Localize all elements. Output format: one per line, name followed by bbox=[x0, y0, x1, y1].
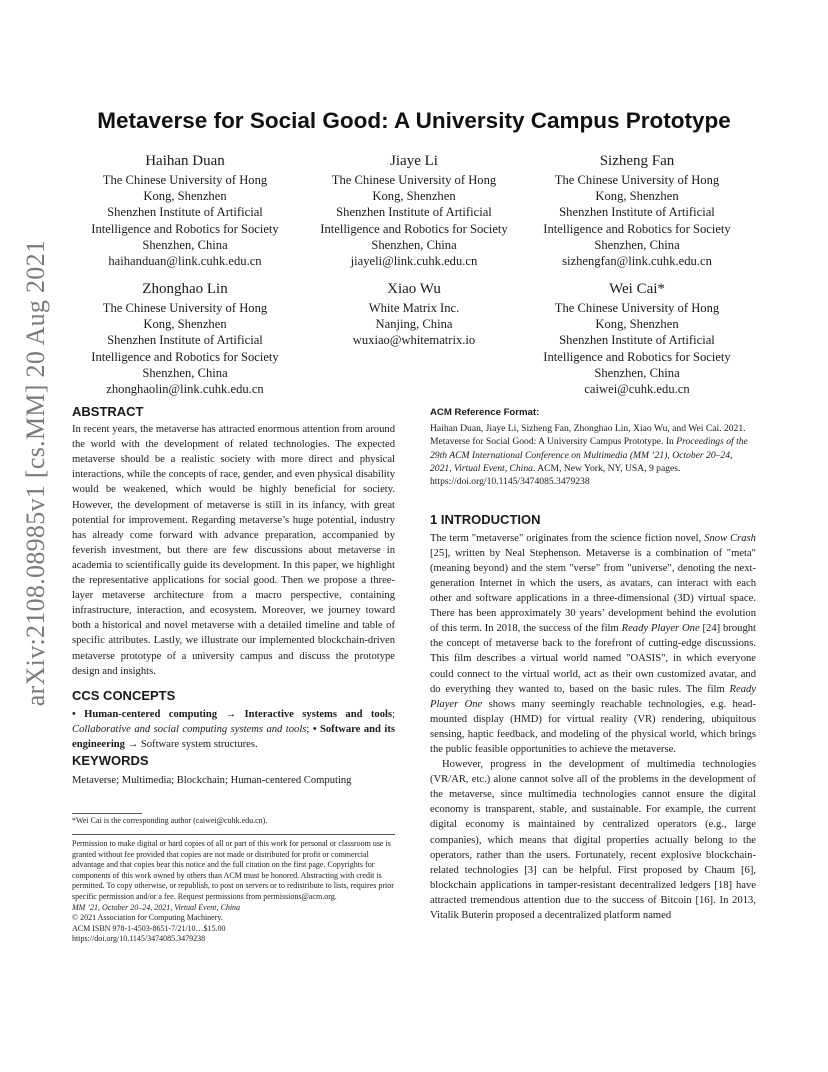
author-affiliation-line: Kong, Shenzhen bbox=[143, 189, 227, 204]
keywords-heading: KEYWORDS bbox=[72, 753, 149, 769]
author-affiliation-line: The Chinese University of Hong bbox=[331, 173, 497, 187]
ccs-heading: CCS CONCEPTS bbox=[72, 687, 176, 703]
author-block bbox=[527, 151, 747, 269]
author-email[interactable]: caiwei@cuhk.edu.cn bbox=[584, 382, 690, 397]
permission-text: Permission to make digital or hard copies of all or part of this work for personal or classroom use is granted without fee provided that copies are not made or distributed for profit or commercial advantage and that copies bear this notice and the full citation on the first page. Copyrights for components of this work owned by others than ACM must be honored. Abstracting with credit is permitted. To copy otherwise, or republish, to post on servers or to redistribute to lists, requires prior specific permission and/or a fee. Request permissions from permissions@acm.org. bbox=[72, 839, 394, 901]
author-affiliation-line: Kong, Shenzhen bbox=[595, 189, 679, 204]
author-affiliation-line: Intelligence and Robotics for Society bbox=[543, 349, 731, 364]
paper-title: Metaverse for Social Good: A University Campus Prototype bbox=[97, 108, 731, 133]
author-affiliation-line: Shenzhen, China bbox=[594, 365, 680, 380]
author-affiliation-line: Shenzhen, China bbox=[142, 237, 228, 252]
author-affiliation-line: The Chinese University of Hong bbox=[102, 301, 268, 315]
author-block bbox=[75, 151, 295, 269]
author-block bbox=[304, 151, 524, 269]
author-affiliation-line: Kong, Shenzhen bbox=[595, 317, 679, 332]
author-affiliation-line: Shenzhen, China bbox=[142, 365, 228, 380]
author-affiliation-line: Shenzhen Institute of Artificial bbox=[559, 205, 715, 220]
author-affiliation-line: The Chinese University of Hong bbox=[102, 173, 268, 187]
author-affiliation-line: Kong, Shenzhen bbox=[143, 317, 227, 332]
author-affiliation-line: Shenzhen Institute of Artificial bbox=[107, 205, 263, 220]
isbn-line: ACM ISBN 978-1-4503-8651-7/21/10…$15.00 bbox=[72, 923, 226, 933]
footnote-rule bbox=[72, 813, 142, 814]
author-name: Sizheng Fan bbox=[599, 153, 675, 169]
author-block bbox=[527, 279, 747, 397]
author-affiliation-line: Shenzhen, China bbox=[594, 237, 680, 252]
author-email[interactable]: haihanduan@link.cuhk.edu.cn bbox=[108, 254, 262, 269]
author-name: Xiao Wu bbox=[387, 281, 441, 297]
author-email[interactable]: jiayeli@link.cuhk.edu.cn bbox=[350, 254, 478, 269]
right-column bbox=[430, 405, 756, 923]
author-affiliation-line: Shenzhen Institute of Artificial bbox=[559, 333, 715, 348]
author-affiliation-line: Shenzhen Institute of Artificial bbox=[107, 333, 263, 348]
permission-rule bbox=[72, 834, 395, 835]
keywords-text: Metaverse; Multimedia; Blockchain; Human-centered Computing bbox=[72, 775, 352, 787]
ccs-text: • Human-centered computing → Interactive systems and tools; Collaborative and social computing systems and tools; • Software and its engineering → Software system structures. bbox=[72, 708, 396, 750]
acm-reference-text: Haihan Duan, Jiaye Li, Sizheng Fan, Zhonghao Lin, Xiao Wu, and Wei Cai. 2021. Metaverse for Social Good: A University Campus Prototype. In Proceedings of the 29th ACM International Conference on Multimedia (MM ’21), October 20–24, 2021, Virtual Event, China. ACM, New York, NY, USA, 9 pages. https://doi.org/10.1145/3474085.3479238 bbox=[430, 423, 748, 488]
acm-reference-heading: ACM Reference Format: bbox=[430, 407, 540, 418]
abstract-heading: ABSTRACT bbox=[72, 404, 144, 419]
doi-line: https://doi.org/10.1145/3474085.3479238 bbox=[72, 934, 206, 944]
author-affiliation-line: The Chinese University of Hong bbox=[554, 301, 720, 315]
corresponding-author-footnote: *Wei Cai is the corresponding author (caiwei@cuhk.edu.cn). bbox=[72, 816, 268, 825]
author-affiliation-line: Intelligence and Robotics for Society bbox=[91, 349, 279, 364]
arxiv-identifier: arXiv:2108.08985v1 [cs.MM] 20 Aug 2021 bbox=[21, 239, 50, 707]
author-affiliation-line: The Chinese University of Hong bbox=[554, 173, 720, 187]
author-affiliation-line: Nanjing, China bbox=[375, 317, 453, 332]
author-block bbox=[75, 279, 295, 397]
author-affiliation-line: Shenzhen, China bbox=[371, 237, 457, 252]
author-name: Zhonghao Lin bbox=[142, 281, 228, 297]
author-affiliation-line: Intelligence and Robotics for Society bbox=[543, 221, 731, 236]
abstract-text: In recent years, the metaverse has attracted enormous attention from around the world with the development of related technologies. The expected metaverse should be a realistic society with more direct and physical interactions, while the concepts of race, gender, and even physical disability would be weakened, which would be highly beneficial for society. However, the development of metaverse is still in its infancy, with great potential for improvement. Regarding metaverse’s huge potential, industry has already come forward with advance preparation, accompanied by feverish investment, but there are few discussions about metaverse in academia to scientifically guide its development. In this paper, we highlight the representative applications for social good. Then we propose a three-layer metaverse architecture from a macro perspective, containing infrastructure, interaction, and ecosystem. Moreover, we journey toward both a historical and novel metaverse with a detailed timeline and table of specific attributes. Lastly, we illustrate our implemented blockchain-driven metaverse prototype of a university campus and discuss the prototype design and insights. bbox=[72, 424, 395, 677]
author-affiliation-line: Shenzhen Institute of Artificial bbox=[336, 205, 492, 220]
author-affiliation-line: Intelligence and Robotics for Society bbox=[91, 221, 279, 236]
author-name: Jiaye Li bbox=[390, 153, 438, 169]
author-block bbox=[304, 279, 524, 349]
author-name: Haihan Duan bbox=[145, 153, 225, 169]
left-column bbox=[72, 404, 395, 788]
author-email[interactable]: zhonghaolin@link.cuhk.edu.cn bbox=[106, 382, 264, 397]
permission-block bbox=[72, 839, 395, 945]
author-affiliation-line: Kong, Shenzhen bbox=[372, 189, 456, 204]
author-affiliation-line: Intelligence and Robotics for Society bbox=[320, 221, 508, 236]
author-email[interactable]: sizhengfan@link.cuhk.edu.cn bbox=[562, 254, 712, 269]
author-email[interactable]: wuxiao@whitematrix.io bbox=[352, 333, 476, 348]
conference-line: MM ’21, October 20–24, 2021, Virtual Event, China bbox=[72, 902, 241, 912]
copyright-line: © 2021 Association for Computing Machinery. bbox=[72, 913, 223, 923]
author-affiliation-line: White Matrix Inc. bbox=[368, 301, 460, 315]
intro-paragraph-2: However, progress in the development of multimedia technologies (VR/AR, etc.) alone cannot solve all of the problems in the development of the metaverse, since multimedia technologies cannot ensure the digital economy is transparent, stable, and sustainable. For example, the current digital economy is maintained by centralized operators (e.g., large companies), which means that digital properties actually belong to the operators, rather than the users. Fortunately, recent explosive blockchain-related technologies [3] can be helpful. First proposed by Chaum [6], blockchain applications in tamper-resistant decentralized ledgers [18] have attracted tremendous attention due to the success of Bitcoin [16]. In 2013, Vitalik Buterin proposed a decentralized platform named bbox=[430, 759, 756, 922]
intro-paragraph-1: The term "metaverse" originates from the science fiction novel, Snow Crash [25], written by Neal Stephenson. Metaverse is a combination of "meta" (meaning beyond) and the stem "verse" from "universe", denoting the next-generation Internet in which the users, as avatars, can interact with each other and software applications in a three-dimensional (3D) virtual space. There has been approximately 30 years’ development behind the evolution of this term. In 2018, the success of the film Ready Player One [24] brought the concept of metaverse back to the forefront of cutting-edge discussions. This film describes a virtual world named "OASIS", in which everyone could connect to the virtual world, act as their own customized avatar, and do everything they wanted to, based on the basic rules. The film Ready Player One shows many seemingly reachable technologies, e.g. head-mounted display (HMD) for virtual reality (VR) rendering, ubiquitous sensing, haptic feedback, and modeling of the physical world, which brings the public feasible opportunities to achieve the metaverse. bbox=[430, 532, 756, 755]
introduction-heading: 1 INTRODUCTION bbox=[430, 511, 541, 527]
author-name: Wei Cai* bbox=[609, 281, 665, 297]
